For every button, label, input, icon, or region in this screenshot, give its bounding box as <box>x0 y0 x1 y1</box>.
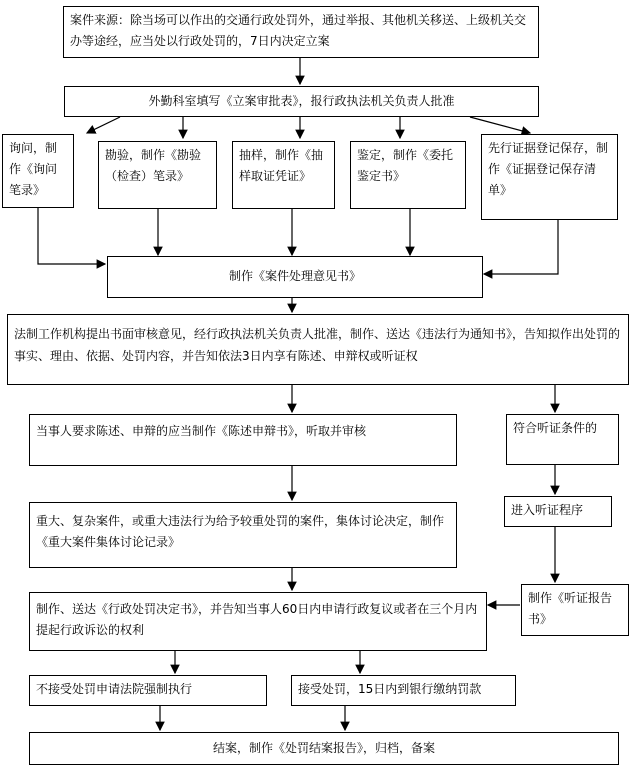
filing-approval-box: 外勤科室填写《立案审批表》，报行政执法机关负责人批准 <box>64 86 539 117</box>
inquiry-record-box: 询问，制作《询问笔录》 <box>2 134 74 208</box>
fine-payment-box: 接受处罚，15日内到银行缴纳罚款 <box>291 675 516 706</box>
statement-defense-box: 当事人要求陈述、申辩的应当制作《陈述申辩书》，听取并审核 <box>29 414 457 466</box>
hearing-report-box: 制作《听证报告书》 <box>521 584 629 636</box>
legal-review-box: 法制工作机构提出书面审核意见，经行政执法机关负责人批准，制作、送达《违法行为通知书》，告知拟作出处罚的事实、理由、依据、处罚内容，并告知依法3日内享有陈述、申辩权或听证权 <box>7 314 629 385</box>
evidence-preservation-box: 先行证据登记保存，制作《证据登记保存清单》 <box>481 134 618 220</box>
sampling-evidence-box: 抽样，制作《抽样取证凭证》 <box>232 141 335 209</box>
court-enforcement-box: 不接受处罚申请法院强制执行 <box>29 675 267 706</box>
case-opinion-box: 制作《案件处理意见书》 <box>107 256 483 298</box>
penalty-decision-box: 制作、送达《行政处罚决定书》，并告知当事人60日内申请行政复议或者在三个月内提起行政诉讼的权利 <box>29 592 487 651</box>
case-source-box: 案件来源：除当场可以作出的交通行政处罚外，通过举报、其他机关移送、上级机关交办等途经，应当处以行政处罚的，7日内决定立案 <box>63 6 539 58</box>
inspection-record-box: 勘验，制作《勘验（检查）笔录》 <box>98 141 217 209</box>
hearing-procedure-box: 进入听证程序 <box>504 496 612 527</box>
collective-discussion-box: 重大、复杂案件，或重大违法行为给予较重处罚的案件，集体讨论决定，制作《重大案件集体讨论记录》 <box>29 502 457 568</box>
case-closing-box: 结案，制作《处罚结案报告》，归档，备案 <box>29 732 619 765</box>
hearing-condition-box: 符合听证条件的 <box>506 414 619 465</box>
appraisal-commission-box: 鉴定，制作《委托鉴定书》 <box>350 141 466 209</box>
